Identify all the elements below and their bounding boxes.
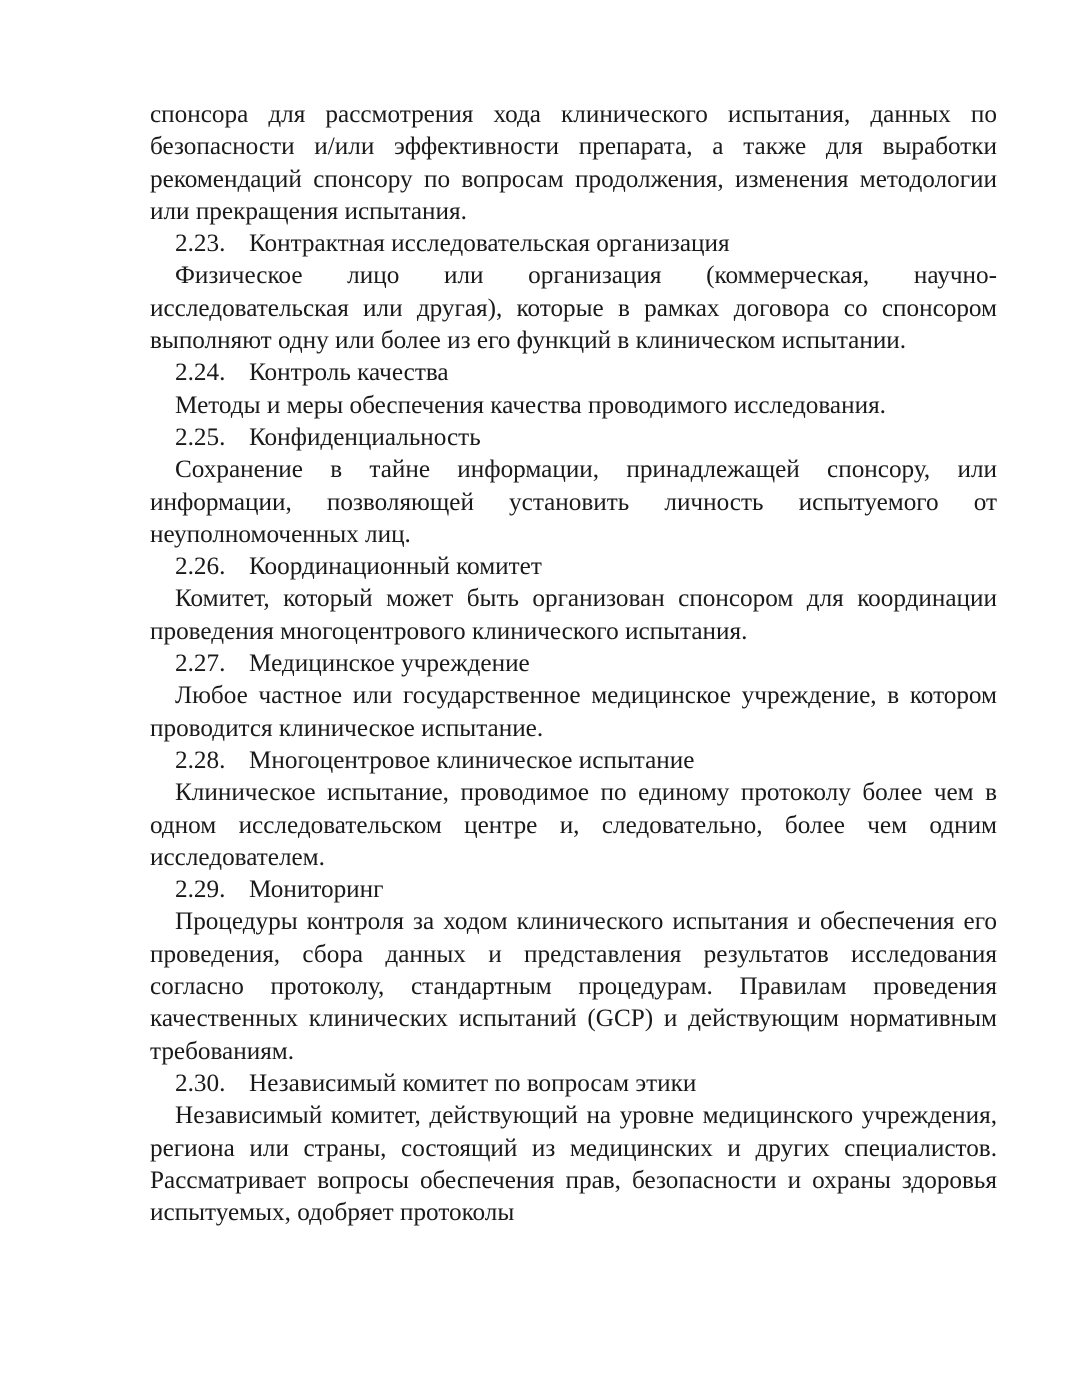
section-heading xyxy=(150,357,997,389)
section-title: Контроль качества xyxy=(249,359,449,387)
section-number: 2.27. xyxy=(175,650,226,678)
section-number: 2.25. xyxy=(175,423,226,451)
section-definition: Физическое лицо или организация (коммерческая, научно-исследовательская или другая), которые в рамках договора со спонсором выполняют одну или более из его функций в клиническом испытании. xyxy=(150,262,997,355)
section-2-30 xyxy=(150,1068,997,1229)
section-2-25 xyxy=(150,422,997,551)
section-definition: Комитет, который может быть организован спонсором для координации проведения многоцентрового клинического испытания. xyxy=(150,585,997,645)
section-2-24 xyxy=(150,357,997,422)
section-heading xyxy=(150,551,997,583)
section-2-23 xyxy=(150,228,997,357)
section-number: 2.23. xyxy=(175,230,226,258)
section-2-27 xyxy=(150,648,997,745)
section-heading xyxy=(150,648,997,680)
section-heading xyxy=(150,228,997,260)
section-title: Конфиденциальность xyxy=(249,423,481,451)
section-title: Независимый комитет по вопросам этики xyxy=(249,1069,697,1097)
section-title: Многоцентровое клиническое испытание xyxy=(249,746,695,774)
section-title: Координационный комитет xyxy=(249,553,542,581)
section-title: Мониторинг xyxy=(249,876,384,904)
section-2-26 xyxy=(150,551,997,648)
section-heading xyxy=(150,745,997,777)
section-definition: Любое частное или государственное медицинское учреждение, в котором проводится клиническое испытание. xyxy=(150,682,997,742)
section-heading xyxy=(150,1068,997,1100)
intro-paragraph: спонсора для рассмотрения хода клинического испытания, данных по безопасности и/или эффективности препарата, а также для выработки рекомендаций спонсору по вопросам продолжения, изменения методологии или прекращения испытания. xyxy=(150,101,997,225)
section-definition: Методы и меры обеспечения качества проводимого исследования. xyxy=(175,391,886,419)
section-definition: Клиническое испытание, проводимое по единому протоколу более чем в одном исследовательском центре и, следовательно, более чем одним исследователем. xyxy=(150,779,997,871)
section-2-28 xyxy=(150,745,997,874)
section-number: 2.30. xyxy=(175,1069,226,1097)
section-number: 2.24. xyxy=(175,359,226,387)
section-2-29 xyxy=(150,874,997,1068)
section-definition: Процедуры контроля за ходом клинического испытания и обеспечения его проведения, сбора данных и представления результатов исследования согласно протоколу, стандартным процедурам. Правилам проведения качественных клинических испытаний (GCP) и действующим нормативным требованиям. xyxy=(150,908,997,1065)
section-number: 2.29. xyxy=(175,876,226,904)
section-heading xyxy=(150,422,997,454)
section-definition: Независимый комитет, действующий на уровне медицинского учреждения, региона или страны, состоящий из медицинских и других специалистов. Рассматривает вопросы обеспечения прав, безопасности и охраны здоровья испытуемых, одобряет протоколы xyxy=(150,1102,997,1227)
section-heading xyxy=(150,874,997,906)
section-definition: Сохранение в тайне информации, принадлежащей спонсору, или информации, позволяющей установить личность испытуемого от неуполномоченных лиц. xyxy=(150,456,997,548)
document-page xyxy=(150,99,997,1229)
section-title: Контрактная исследовательская организация xyxy=(249,230,730,258)
section-number: 2.26. xyxy=(175,553,226,581)
section-number: 2.28. xyxy=(175,746,226,774)
section-title: Медицинское учреждение xyxy=(249,650,530,678)
